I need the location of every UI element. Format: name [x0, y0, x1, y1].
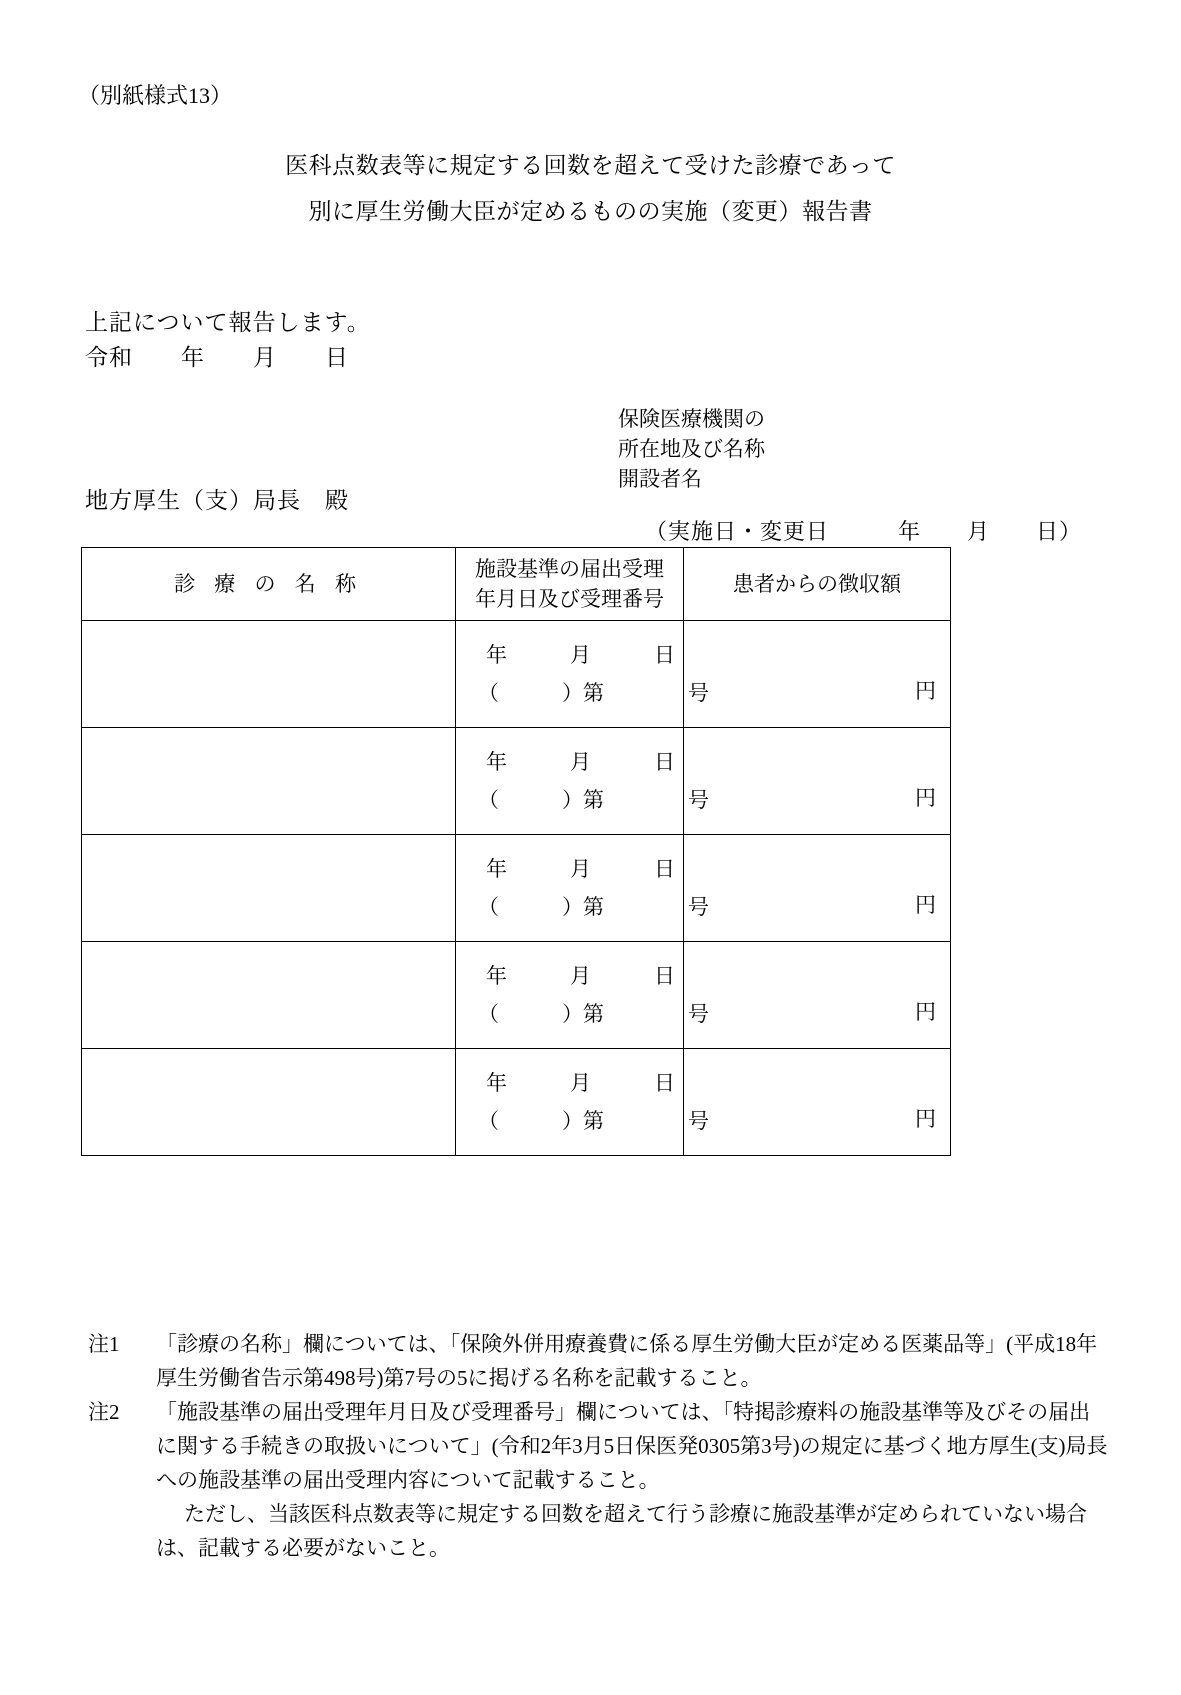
cell-notification[interactable] — [456, 728, 709, 835]
implementation-date-line: （実施日・変更日 年 月 日） — [645, 519, 1083, 544]
title-line-1: 医科点数表等に規定する回数を超えて受けた診療であって — [285, 153, 896, 178]
column-header-treatment-name: 診 療 の 名 称 — [82, 548, 456, 621]
cell-treatment-name[interactable] — [82, 942, 456, 1049]
table-body — [82, 621, 951, 1156]
note-label: 注2 — [88, 1400, 120, 1424]
notify-date-placeholder: 年 月 日 — [486, 1071, 675, 1095]
table-header-row — [82, 548, 951, 621]
institution-label-line3: 開設者名 — [618, 467, 702, 491]
notify-number-placeholder: （ ）第 号 — [478, 788, 709, 812]
notify-number-placeholder: （ ）第 号 — [478, 895, 709, 919]
table-row — [82, 1049, 951, 1156]
document-title — [0, 143, 1181, 235]
report-table — [81, 547, 951, 1156]
form-number: （別紙様式13） — [78, 83, 233, 108]
note-label: 注1 — [88, 1332, 120, 1356]
table-row — [82, 621, 951, 728]
column-header-notification-line2: 年月日及び受理番号 — [475, 587, 664, 611]
institution-label-line2: 所在地及び名称 — [618, 437, 765, 461]
institution-label-line1: 保険医療機関の — [618, 407, 765, 431]
yen-unit-label: 円 — [915, 893, 936, 917]
report-date-line: 令和 年 月 日 — [85, 345, 349, 370]
cell-notification[interactable] — [456, 835, 709, 942]
cell-amount[interactable] — [684, 835, 951, 942]
note-body — [156, 1395, 1108, 1565]
note-item — [88, 1395, 1108, 1565]
note-paragraph: ただし、当該医科点数表等に規定する回数を超えて行う診療に施設基準が定められていない場合は、記載する必要がないこと。 — [156, 1502, 1087, 1560]
cell-amount[interactable] — [684, 621, 951, 728]
yen-unit-label: 円 — [915, 1000, 936, 1024]
cell-amount[interactable] — [684, 1049, 951, 1156]
cell-treatment-name[interactable] — [82, 1049, 456, 1156]
note-body — [156, 1327, 1108, 1395]
note-paragraph: 「診療の名称」欄については、「保険外併用療養費に係る厚生労働大臣が定める医薬品等」(平成18年厚生労働省告示第498号)第7号の5に掲げる名称を記載すること。 — [156, 1332, 1098, 1390]
institution-info-block — [618, 404, 765, 494]
notify-date-placeholder: 年 月 日 — [486, 643, 675, 667]
addressee-line: 地方厚生（支）局長 殿 — [85, 488, 349, 513]
cell-treatment-name[interactable] — [82, 621, 456, 728]
cell-treatment-name[interactable] — [82, 728, 456, 835]
column-header-notification — [456, 548, 684, 621]
yen-unit-label: 円 — [915, 1107, 936, 1131]
cell-notification[interactable] — [456, 621, 709, 728]
table-row — [82, 728, 951, 835]
table-row — [82, 942, 951, 1049]
title-line-2: 別に厚生労働大臣が定めるものの実施（変更）報告書 — [308, 199, 873, 224]
cell-treatment-name[interactable] — [82, 835, 456, 942]
cell-amount[interactable] — [684, 942, 951, 1049]
notify-date-placeholder: 年 月 日 — [486, 964, 675, 988]
report-statement: 上記について報告します。 — [85, 310, 371, 335]
notes-section — [88, 1327, 1108, 1565]
yen-unit-label: 円 — [915, 786, 936, 810]
cell-notification[interactable] — [456, 942, 709, 1049]
cell-amount[interactable] — [684, 728, 951, 835]
yen-unit-label: 円 — [915, 679, 936, 703]
column-header-notification-line1: 施設基準の届出受理 — [475, 557, 664, 581]
note-item — [88, 1327, 1108, 1395]
table-row — [82, 835, 951, 942]
cell-notification[interactable] — [456, 1049, 709, 1156]
notify-number-placeholder: （ ）第 号 — [478, 681, 709, 705]
notify-date-placeholder: 年 月 日 — [486, 750, 675, 774]
notify-number-placeholder: （ ）第 号 — [478, 1002, 709, 1026]
notify-number-placeholder: （ ）第 号 — [478, 1109, 709, 1133]
column-header-collection-amount: 患者からの徴収額 — [684, 548, 951, 621]
notify-date-placeholder: 年 月 日 — [486, 857, 675, 881]
note-paragraph: 「施設基準の届出受理年月日及び受理番号」欄については、「特掲診療料の施設基準等及びその届出に関する手続きの取扱いについて」(令和2年3月5日保医発0305第3号)の規定に基づく地方厚生(支)局長への施設基準の届出受理内容について記載すること。 — [156, 1400, 1108, 1492]
